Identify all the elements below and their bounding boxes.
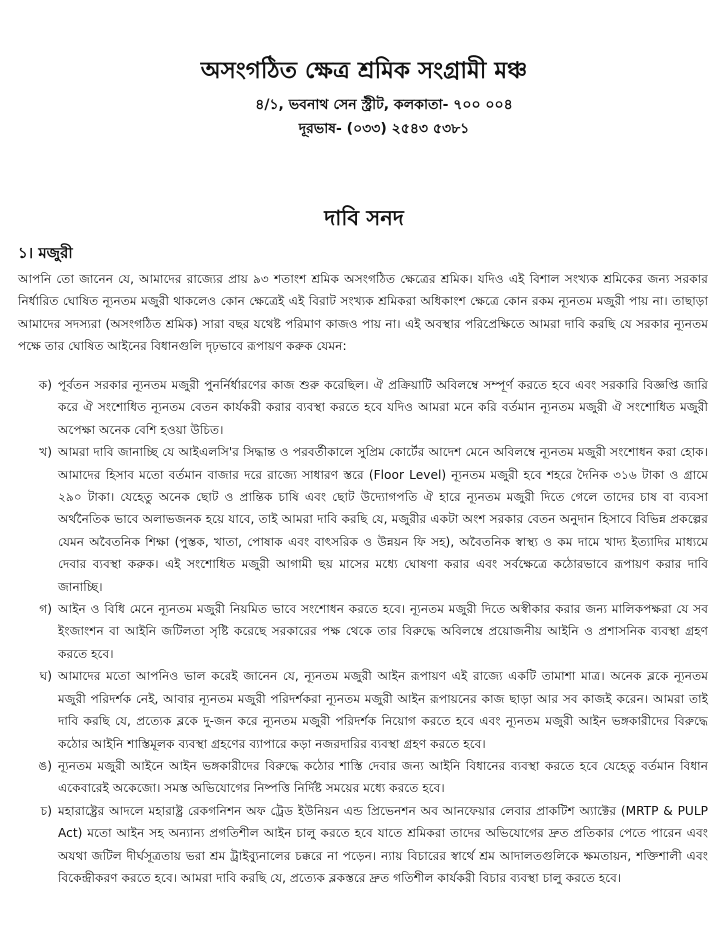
demand-item bbox=[18, 800, 708, 890]
demand-item-text: আইন ও বিধি মেনে ন্যূনতম মজুরী নিয়মিত ভাবে সংশোধন করতে হবে। ন্যূনতম মজুরী দিতে অস্বীকার করার জন্য মালিকপক্ষরা যে সব ইংজাংশন বা আইনি জটিলতা সৃষ্টি করেছে সরকারের পক্ষ থেকে তার বিরুদ্ধে অবিলম্বে প্রয়োজনীয় আইনি ও প্রশাসনিক ব্যবস্থা গ্রহণ করতে হবে। bbox=[58, 602, 708, 661]
demand-item-label: চ) bbox=[40, 803, 52, 818]
demand-list bbox=[18, 374, 708, 889]
demand-item-label: ঘ) bbox=[39, 669, 52, 684]
demand-item-text: আমরা দাবি জানাচ্ছি যে আইএলসি'র সিদ্ধান্ত ও পরবর্তীকালে সুপ্রিম কোর্টের আদেশ মেনে অবিলম্বে ন্যূনতম মজুরী সংশোধন করা হোক। আমাদের হিসাব মতো বর্তমান বাজার দরে রাজ্যে সাধারণ স্তরে (Floor Level) ন্যূনতম মজুরী হবে শহরে দৈনিক ৩১৬ টাকা ও গ্রামে ২৯০ টাকা। যেহেতু অনেক ছোট ও প্রান্তিক চাষি এবং ছোট উদ্যোগপতি ঐ হারে ন্যূনতম মজুরী দিতে গেলে তাদের চাষ বা ব্যবসা অর্থনৈতিক ভাবে অলাভজনক হয়ে যাবে, তাই আমরা দাবি করছি যে, মজুরীর একটা অংশ সরকার বেতন অনুদান হিসাবে বিভিন্ন প্রকল্পের যেমন অবৈতনিক শিক্ষা (পুস্তক, খাতা, পোষাক এবং বাৎসরিক ও উন্নয়ন ফি সহ), অবৈতনিক স্বাস্থ্য ও কম দামে খাদ্য ইত্যাদির মাধ্যমে দেবার ব্যবস্থা করুক। এই সংশোধিত মজুরী আগামী ছয় মাসের মধ্যে ঘোষণা করার এবং সর্বক্ষেত্রে কঠোরভাবে রূপায়ণ করার দাবি জানাচ্ছি। bbox=[58, 445, 708, 594]
demand-item bbox=[18, 441, 708, 598]
section-heading: ১। মজুরী bbox=[18, 244, 73, 262]
demand-item bbox=[18, 598, 708, 665]
organization-address: ৪/১, ভবনাথ সেন স্ট্রীট, কলকাতা- ৭০০ ০০৪ bbox=[255, 97, 513, 113]
demand-item-text: মহারাষ্ট্রের আদলে মহারাষ্ট্র রেকগনিশন অফ ট্রেড ইউনিয়ন এন্ড প্রিভেনশন অব আনফেয়ার লেবার প্রাকটিশ অ্যাক্টের (MRTP & PULP Act) মতো আইন সহ অন্যান্য প্রগতিশীল আইন চালু করতে হবে যাতে শ্রমিকরা তাদের অভিযোগের দ্রুত প্রতিকার পেতে পারেন এবং অযথা জটিল দীর্ঘসূত্রতায় ভরা শ্রম ট্রাইব্যুনালের চক্করে না পড়েন। ন্যায় বিচারের স্বার্থে শ্রম আদালতগুলিকে ক্ষমতায়ন, শক্তিশালী এবং বিকেন্দ্রীকরণ করতে হবে। আমরা দাবি করছি যে, প্রত্যেক ব্লকস্তরে দ্রুত গতিশীল কার্যকরী বিচার ব্যবস্থা চালু করতে হবে। bbox=[58, 803, 708, 885]
demand-item bbox=[18, 665, 708, 755]
organization-phone: দূরভাষ- (০৩৩) ২৫৪৩ ৫৩৮১ bbox=[298, 121, 470, 137]
demand-item-label: ক) bbox=[38, 378, 52, 392]
demand-item bbox=[18, 374, 708, 441]
section-intro: আপনি তো জানেন যে, আমাদের রাজ্যের প্রায় ৯৩ শতাংশ শ্রমিক অসংগঠিত ক্ষেত্রের শ্রমিক। যদিও এই বিশাল সংখ্যক শ্রমিকের জন্য সরকার নির্ধারিত ঘোষিত ন্যূনতম মজুরী থাকলেও কোন ক্ষেত্রেই এই বিরাট সংখ্যক শ্রমিকরা অধিকাংশ ক্ষেত্রে কোন রকম ন্যূনতম মজুরী পায় না। তাছাড়া আমাদের সদস্যরা (অসংগঠিত শ্রমিক) সারা বছর যথেষ্ট পরিমাণ কাজও পায় না। এই অবস্থার পরিপ্রেক্ষিতে আমরা দাবি করছি যে সরকার ন্যূনতম পক্ষে তার ঘোষিত আইনের বিধানগুলি দৃঢ়ভাবে রূপায়ণ করুক যেমন: bbox=[18, 272, 708, 354]
demand-item-label: গ) bbox=[39, 602, 52, 617]
demand-item-label: ঙ) bbox=[38, 758, 52, 773]
demand-item bbox=[18, 755, 708, 800]
demand-item-text: ন্যূনতম মজুরী আইনে আইন ভঙ্গকারীদের বিরুদ্ধে কঠোর শাস্তি দেবার জন্য আইনি বিধানের ব্যবস্থা করতে হবে যেহেতু বর্তমান বিধান একেবারেই অকেজো। সমস্ত অভিযোগের নিষ্পত্তি নির্দিষ্ট সময়ের মধ্যে করতে হবে। bbox=[58, 758, 708, 796]
demand-item-label: খ) bbox=[39, 445, 52, 460]
document-title: দাবি সনদ bbox=[324, 206, 404, 230]
demand-item-text: আমাদের মতো আপনিও ভাল করেই জানেন যে, ন্যূনতম মজুরী আইন রূপায়ণ এই রাজ্যে একটি তামাশা মাত্র। অনেক ব্লকে ন্যূনতম মজুরী পরিদর্শক নেই, আবার ন্যূনতম মজুরী পরিদর্শকরা ন্যূনতম মজুরী আইন রূপায়নের কাজ ছাড়া আর সব কাজই করেন। আমরা তাই দাবি করছি যে, প্রত্যেক ব্লকে দু-জন করে ন্যূনতম মজুরী পরিদর্শক নিয়োগ করতে হবে এবং ন্যূনতম মজুরী আইন ভঙ্গকারীদের বিরুদ্ধে কঠোর আইনি শাস্তিমূলক ব্যবস্থা গ্রহণের ব্যাপারে কড়া নজরদারির ব্যবস্থা গ্রহণ করতে হবে। bbox=[58, 669, 708, 751]
demand-item-text: পূর্বতন সরকার ন্যূনতম মজুরী পুনর্নির্ধারণের কাজ শুরু করেছিল। ঐ প্রক্রিয়াটি অবিলম্বে সম্পূর্ণ করতে হবে এবং সরকারি বিজ্ঞপ্তি জারি করে ঐ সংশোধিত ন্যূনতম বেতন কার্যকরী করার ব্যবস্থা করতে হবে যদিও আমরা মনে করি বর্তমান ন্যূনতম মজুরী ঐ সংশোধিত মজুরী অপেক্ষা অনেক বেশি হওয়া উচিত। bbox=[58, 378, 708, 437]
organization-name: অসংগঠিত ক্ষেত্র শ্রমিক সংগ্রামী মঞ্চ bbox=[200, 58, 528, 84]
